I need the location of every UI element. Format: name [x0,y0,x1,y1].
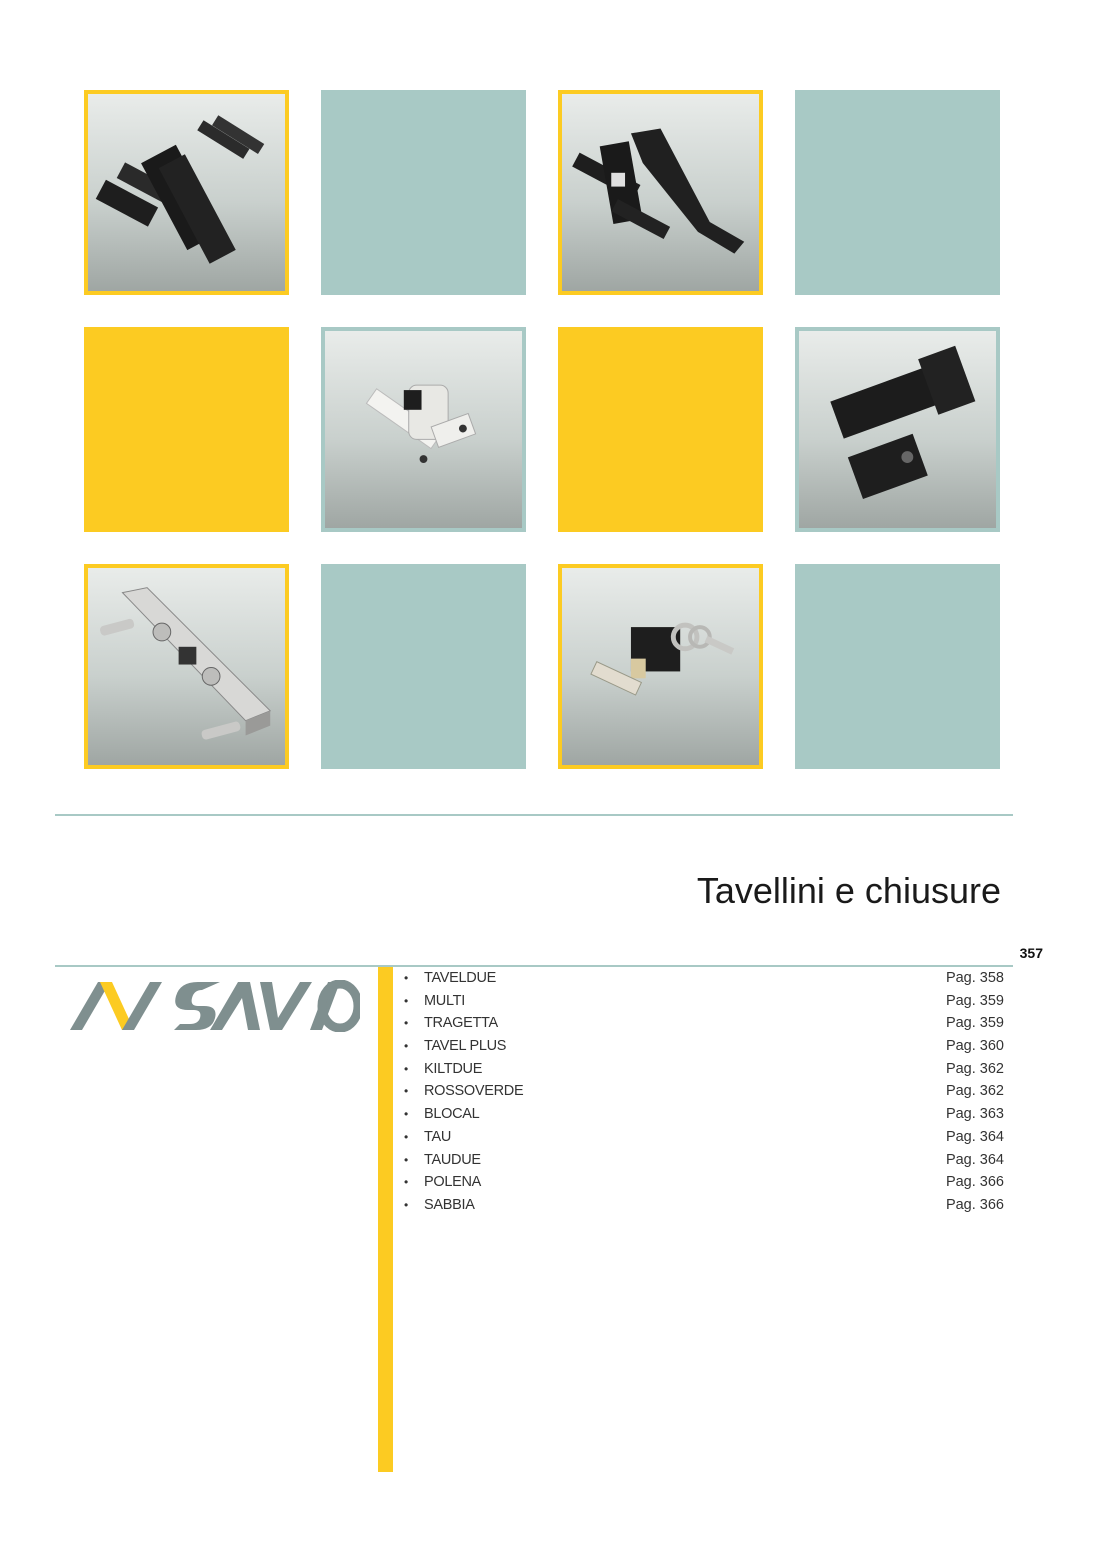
index-item-page: Pag. 366 [945,1174,1004,1191]
steel-lock-icon [88,568,285,765]
bullet-icon: • [404,1039,409,1054]
bullet-icon: • [404,1107,409,1122]
index-item-page: Pag. 366 [945,1196,1004,1213]
index-item[interactable] [404,1058,1004,1081]
bullet-icon: • [404,971,409,985]
index-item-name: POLENA [424,1174,482,1191]
bullet-icon: • [404,1129,409,1144]
color-tile [321,90,526,295]
bullet-icon: • [404,1016,409,1031]
index-item-page: Pag. 359 [945,1015,1004,1032]
index-item-name: TRAGETTA [424,1015,498,1032]
index-item[interactable] [404,1194,1004,1217]
index-item-page: Pag. 360 [945,1038,1004,1055]
index-item-name: KILTDUE [424,1060,483,1077]
index-item[interactable] [404,1171,1004,1194]
color-tile [795,564,1000,769]
index-item-page: Pag. 362 [945,1060,1004,1077]
bullet-icon: • [404,1152,409,1167]
index-item[interactable] [404,1149,1004,1172]
divider-top [55,814,1013,816]
index-item[interactable] [404,1035,1004,1058]
index-item-name: TAUDUE [424,1151,481,1168]
section-title: Tavellini e chiusure [696,870,1001,911]
color-tile [795,90,1000,295]
black-catch-icon [799,331,996,528]
index-item-page: Pag. 362 [945,1083,1004,1100]
index-item-name: BLOCAL [424,1106,480,1123]
accent-bar [378,967,393,1472]
product-photo-black-catch [795,327,1000,532]
index-item-page: Pag. 359 [945,992,1004,1009]
silver-latch-icon [325,331,522,528]
bullet-icon: • [404,1197,409,1212]
index-item-name: TAVELDUE [424,970,496,986]
index-item-name: ROSSOVERDE [424,1083,524,1100]
index-item-name: TAU [424,1128,452,1145]
index-item[interactable] [404,967,1004,990]
product-photo-steel-lock [84,564,289,769]
index-item[interactable] [404,990,1004,1013]
av-savio-logo [70,980,360,1032]
index-item-page: Pag. 364 [945,1128,1004,1145]
window-handle-icon [562,94,759,291]
index-item[interactable] [404,1012,1004,1035]
bullet-icon: • [404,1175,409,1190]
bullet-icon: • [404,993,409,1008]
product-photo-window-handle [558,90,763,295]
index-item-page: Pag. 358 [945,970,1004,986]
page-number: 357 [1019,945,1043,961]
product-photo-silver-latch [321,327,526,532]
product-photo-key-lock [558,564,763,769]
index-item-page: Pag. 364 [945,1151,1004,1168]
bullet-icon: • [404,1061,409,1076]
product-photo-handle-with-plates [84,90,289,295]
handle-with-plates-icon [88,94,285,291]
index-item-name: TAVEL PLUS [424,1038,507,1055]
index-item-page: Pag. 363 [945,1106,1004,1123]
color-tile [321,564,526,769]
index-item[interactable] [404,1126,1004,1149]
color-tile [558,327,763,532]
product-index [404,967,1004,1217]
index-item[interactable] [404,1103,1004,1126]
index-item-name: SABBIA [424,1196,475,1213]
index-item[interactable] [404,1080,1004,1103]
key-lock-icon [562,568,759,765]
index-item-name: MULTI [424,992,465,1009]
bullet-icon: • [404,1084,409,1099]
color-tile [84,327,289,532]
